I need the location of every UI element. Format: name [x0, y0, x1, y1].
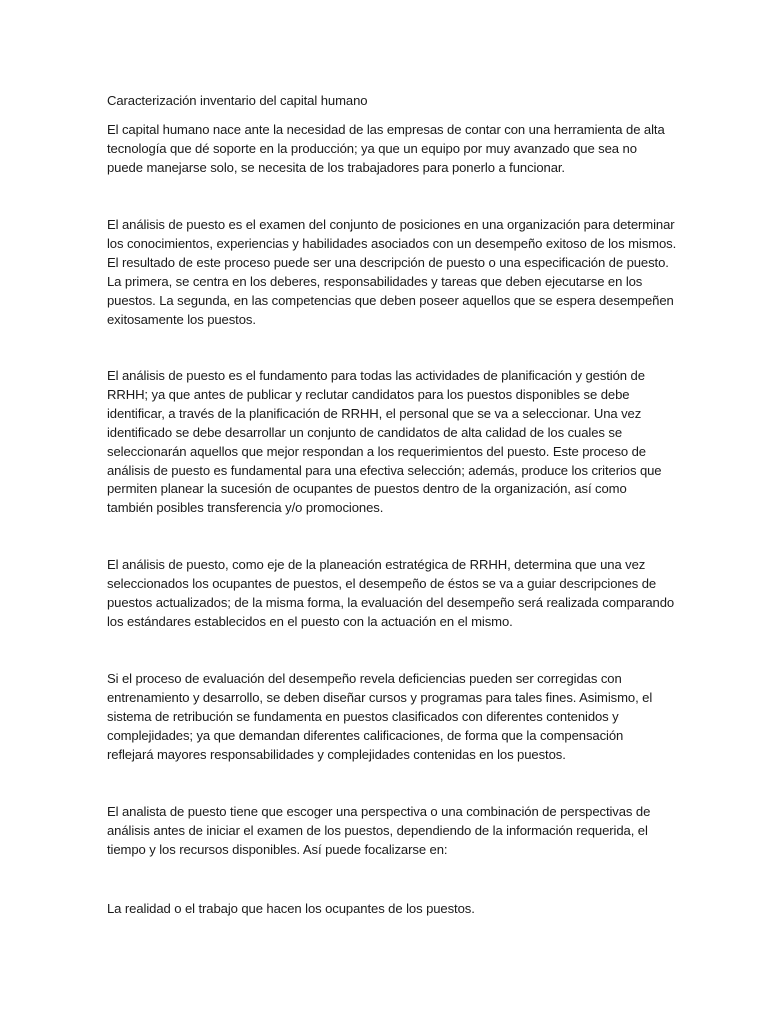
- document-title: [107, 92, 667, 111]
- paragraph-line: RRHH; ya que antes de publicar y reclutar candidatos para los puestos disponibles se debe: [107, 386, 630, 402]
- paragraph-line: reflejará mayores responsabilidades y complejidades contenidas en los puestos.: [107, 746, 566, 762]
- paragraph-line: sistema de retribución se fundamenta en puestos clasificados con diferentes contenidos y: [107, 708, 619, 724]
- paragraph-line: complejidades; ya que demandan diferentes calificaciones, de forma que la compensación: [107, 727, 624, 743]
- paragraph-line: seleccionarán aquellos que mejor respondan a los requerimientos del puesto. Este proceso de: [107, 443, 646, 459]
- paragraph-line: El análisis de puesto es el fundamento para todas las actividades de planificación y gestión de: [107, 368, 645, 383]
- paragraph-line: análisis de puesto es fundamental para una efectiva selección; además, produce los criterios que: [107, 462, 662, 478]
- paragraph-line: tecnología que dé soporte en la producción; ya que un equipo por muy avanzado que sea no: [107, 140, 637, 156]
- paragraph-2: [107, 216, 677, 329]
- paragraph-line: tiempo y los recursos disponibles. Así puede focalizarse en:: [107, 841, 448, 857]
- paragraph-line: Si el proceso de evaluación del desempeño revela deficiencias pueden ser corregidas con: [107, 671, 622, 686]
- paragraph-5: [107, 670, 667, 765]
- paragraph-line: puestos. La segunda, en las competencias que deben poseer aquellos que se espera desempeñen: [107, 292, 674, 308]
- paragraph-1: [107, 121, 667, 178]
- paragraph-line: los conocimientos, experiencias y habilidades asociados con un desempeño exitoso de los mismos.: [107, 235, 677, 251]
- paragraph-line: El análisis de puesto, como eje de la planeación estratégica de RRHH, determina que una vez: [107, 557, 646, 572]
- title-text: Caracterización inventario del capital humano: [107, 93, 368, 108]
- paragraph-4: [107, 556, 675, 632]
- paragraph-line: también posibles transferencia y/o promociones.: [107, 500, 384, 516]
- paragraph-line: análisis antes de iniciar el examen de los puestos, dependiendo de la información requerida, el: [107, 822, 648, 838]
- paragraph-line: El capital humano nace ante la necesidad de las empresas de contar con una herramienta de alta: [107, 122, 665, 137]
- paragraph-line: permiten planear la sucesión de ocupantes de puestos dentro de la organización, así como: [107, 481, 627, 497]
- paragraph-line: los estándares establecidos en el puesto con la actuación en el mismo.: [107, 613, 513, 629]
- paragraph-line: entrenamiento y desarrollo, se deben diseñar cursos y programas para tales fines. Asimismo, el: [107, 689, 653, 705]
- paragraph-line: puestos actualizados; de la misma forma, la evaluación del desempeño será realizada comparando: [107, 594, 675, 610]
- paragraph-line: exitosamente los puestos.: [107, 311, 256, 327]
- paragraph-6: [107, 803, 667, 860]
- paragraph-7: [107, 900, 667, 919]
- paragraph-3: [107, 367, 667, 518]
- paragraph-line: La primera, se centra en los deberes, responsabilidades y tareas que deben ejecutarse en los: [107, 273, 643, 289]
- paragraph-line: El análisis de puesto es el examen del conjunto de posiciones en una organización para determinar: [107, 217, 675, 232]
- paragraph-line: identificar, a través de la planificación de RRHH, el personal que se va a seleccionar. Una vez: [107, 405, 642, 421]
- paragraph-line: identificado se debe desarrollar un conjunto de candidatos de alta calidad de los cuales se: [107, 424, 623, 440]
- paragraph-line: El analista de puesto tiene que escoger una perspectiva o una combinación de perspectivas de: [107, 804, 651, 819]
- paragraph-line: El resultado de este proceso puede ser una descripción de puesto o una especificación de puesto.: [107, 254, 669, 270]
- paragraph-line: puede manejarse solo, se necesita de los trabajadores para ponerlo a funcionar.: [107, 159, 565, 175]
- paragraph-line: La realidad o el trabajo que hacen los ocupantes de los puestos.: [107, 901, 475, 916]
- paragraph-line: seleccionados los ocupantes de puestos, el desempeño de éstos se va a guiar descripciones de: [107, 575, 657, 591]
